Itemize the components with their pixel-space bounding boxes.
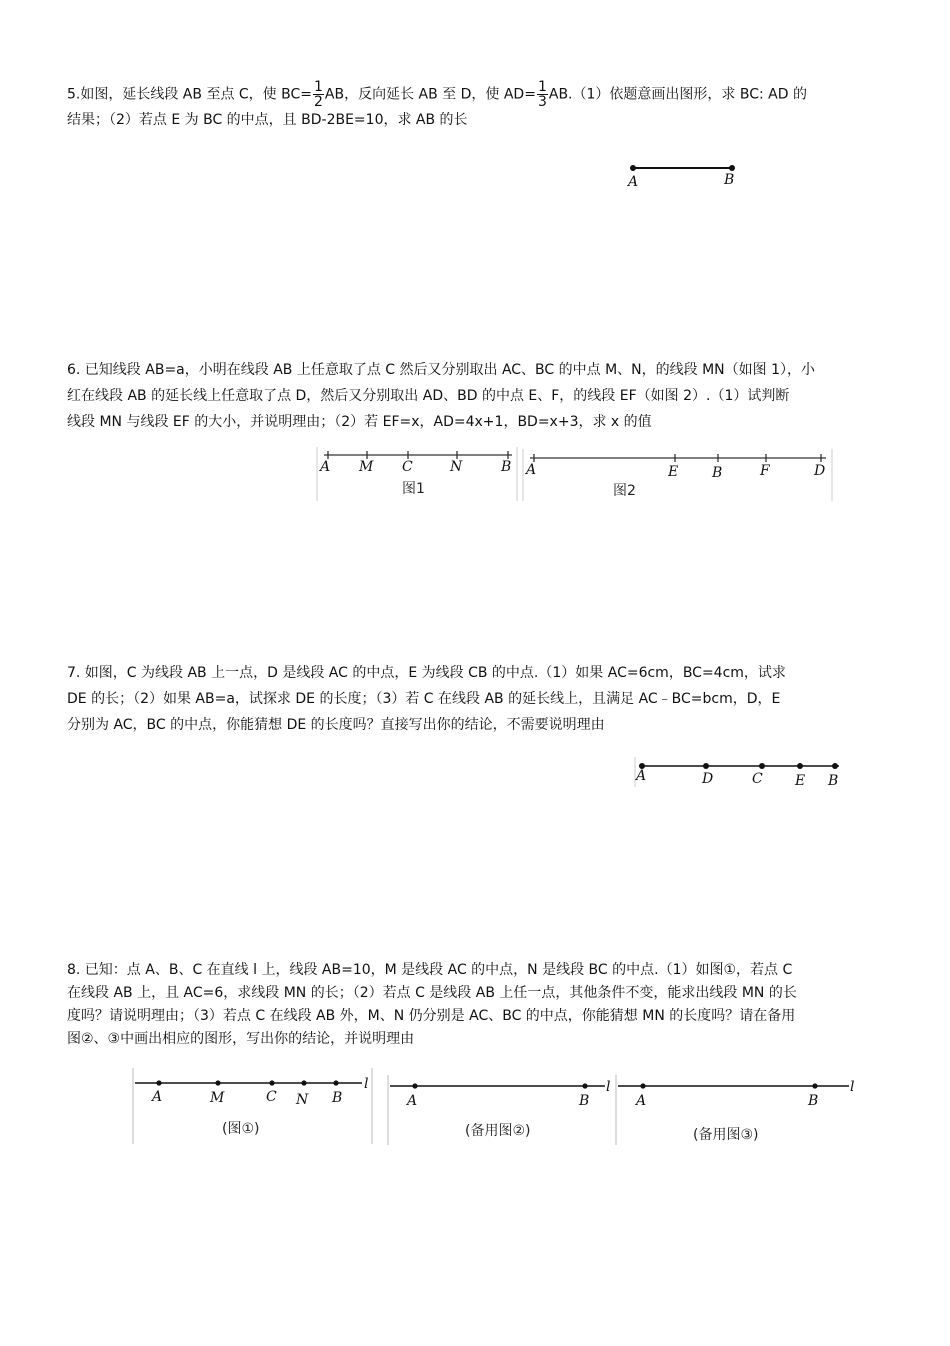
label-b: B: [828, 773, 839, 789]
problem-8-figure-2: [387, 1075, 615, 1145]
problem-8-line-1: 8. 已知：点 A、B、C 在直线 l 上，线段 AB=10，M 是线段 AC 的中点，N 是线段 BC 的中点.（1）如图①，若点 C: [67, 962, 793, 978]
problem-number: 5.: [67, 86, 81, 103]
label-l: l: [364, 1076, 369, 1092]
label-a: A: [636, 768, 647, 784]
figure-caption: (备用图③): [693, 1127, 759, 1143]
problem-8-line-3: 度吗？请说明理由；（3）若点 C 在线段 AB 外，M、N 仍分别是 AC、BC 的中点，你能猜想 MN 的长度吗？请在备用: [67, 1008, 796, 1024]
problem-8-line-2: 在线段 AB 上，且 AC=6，求线段 MN 的长；（2）若点 C 是线段 AB 上任一点，其他条件不变，能求出线段 MN 的长: [67, 985, 797, 1001]
figure-caption: (图①): [222, 1121, 260, 1137]
label-e: E: [668, 464, 679, 480]
problem-8-figure-3: [615, 1075, 859, 1145]
problem-6-figure-1: [316, 447, 518, 501]
fraction-denominator: 3: [537, 94, 547, 110]
label-c: C: [402, 459, 413, 475]
problem-6-line-3: 线段 MN 与线段 EF 的大小，并说明理由；（2）若 EF=x，AD=4x+1，BD=x+3，求 x 的值: [67, 414, 652, 430]
label-e: E: [795, 773, 806, 789]
problem-7: [67, 662, 887, 740]
problem-5-text-2: AB，反向延长 AB 至 D，使 AD=: [324, 86, 536, 103]
problem-5-line-2: 结果；（2）若点 E 为 BC 的中点，且 BD-2BE=10，求 AB 的长: [67, 112, 468, 128]
label-a: A: [407, 1093, 418, 1109]
fraction-third: [537, 80, 548, 109]
problem-5-text-3: AB.（1）依题意画出图形，求 BC: AD 的: [548, 86, 807, 103]
point-e: [797, 763, 803, 769]
point-a: [412, 1083, 417, 1088]
problem-8: [67, 959, 897, 1051]
label-l: l: [850, 1079, 855, 1095]
label-d: D: [702, 771, 714, 787]
label-n: N: [450, 459, 463, 475]
point-b: [582, 1083, 587, 1088]
problem-6-line-1: 6. 已知线段 AB=a，小明在线段 AB 上任意取了点 C 然后又分别取出 AC、BC 的中点 M、N，的线段 MN（如图 1），小: [67, 362, 816, 378]
label-b: B: [332, 1090, 343, 1106]
point-d: [703, 763, 709, 769]
problem-5-figure: [625, 160, 740, 192]
point-b: [812, 1083, 817, 1088]
label-a: A: [636, 1093, 647, 1109]
label-b: B: [808, 1093, 819, 1109]
problem-5-line-1: [67, 79, 887, 110]
label-a: A: [628, 174, 639, 190]
problem-5: [67, 80, 887, 132]
label-a: A: [526, 462, 537, 478]
label-c: C: [266, 1089, 277, 1105]
problem-7-line-2: DE 的长；（2）如果 AB=a，试探求 DE 的长度；（3）若 C 在线段 AB 的延长线上，且满足 AC﹣BC=bcm，D，E: [67, 691, 781, 707]
label-m: M: [210, 1090, 225, 1106]
label-a: A: [320, 459, 331, 475]
label-l: l: [606, 1079, 611, 1095]
problem-6-figure-2: [522, 449, 834, 501]
point-b: [832, 763, 838, 769]
label-f: F: [760, 463, 770, 479]
problem-7-line-1: 7. 如图，C 为线段 AB 上一点，D 是线段 AC 的中点，E 为线段 CB 的中点.（1）如果 AC=6cm，BC=4cm，试求: [67, 665, 786, 681]
label-b: B: [724, 172, 735, 188]
point-b: [729, 165, 735, 171]
problem-8-figure-1: [132, 1068, 374, 1144]
fraction-half: [313, 80, 324, 109]
problem-8-line-4: 图②、③中画出相应的图形，写出你的结论，并说明理由: [67, 1031, 415, 1047]
point-a: [640, 1083, 645, 1088]
point-m: [215, 1080, 220, 1085]
figure-caption: 图1: [402, 481, 425, 497]
fraction-numerator: 1: [313, 79, 323, 95]
problem-7-figure: [634, 757, 844, 791]
point-a: [156, 1080, 161, 1085]
label-d: D: [814, 463, 826, 479]
problem-5-text-1: 如图，延长线段 AB 至点 C，使 BC=: [80, 86, 312, 103]
fraction-denominator: 2: [313, 94, 323, 110]
label-c: C: [752, 771, 763, 787]
point-n: [301, 1080, 306, 1085]
point-b: [333, 1080, 338, 1085]
label-a: A: [152, 1089, 163, 1105]
figure-caption: (备用图②): [465, 1123, 531, 1139]
label-b: B: [501, 459, 512, 475]
point-c: [759, 763, 765, 769]
label-m: M: [359, 459, 374, 475]
label-n: N: [296, 1092, 309, 1108]
figure-caption: 图2: [613, 483, 636, 499]
label-b: B: [712, 465, 723, 481]
point-a: [630, 165, 636, 171]
problem-6-line-2: 红在线段 AB 的延长线上任意取了点 D，然后又分别取出 AD、BD 的中点 E、F，的线段 EF（如图 2）.（1）试判断: [67, 388, 790, 404]
fraction-numerator: 1: [537, 79, 547, 95]
problem-7-line-3: 分别为 AC，BC 的中点，你能猜想 DE 的长度吗？直接写出你的结论，不需要说明理由: [67, 717, 605, 733]
problem-6: [67, 359, 887, 437]
label-b: B: [579, 1093, 590, 1109]
point-c: [269, 1080, 274, 1085]
